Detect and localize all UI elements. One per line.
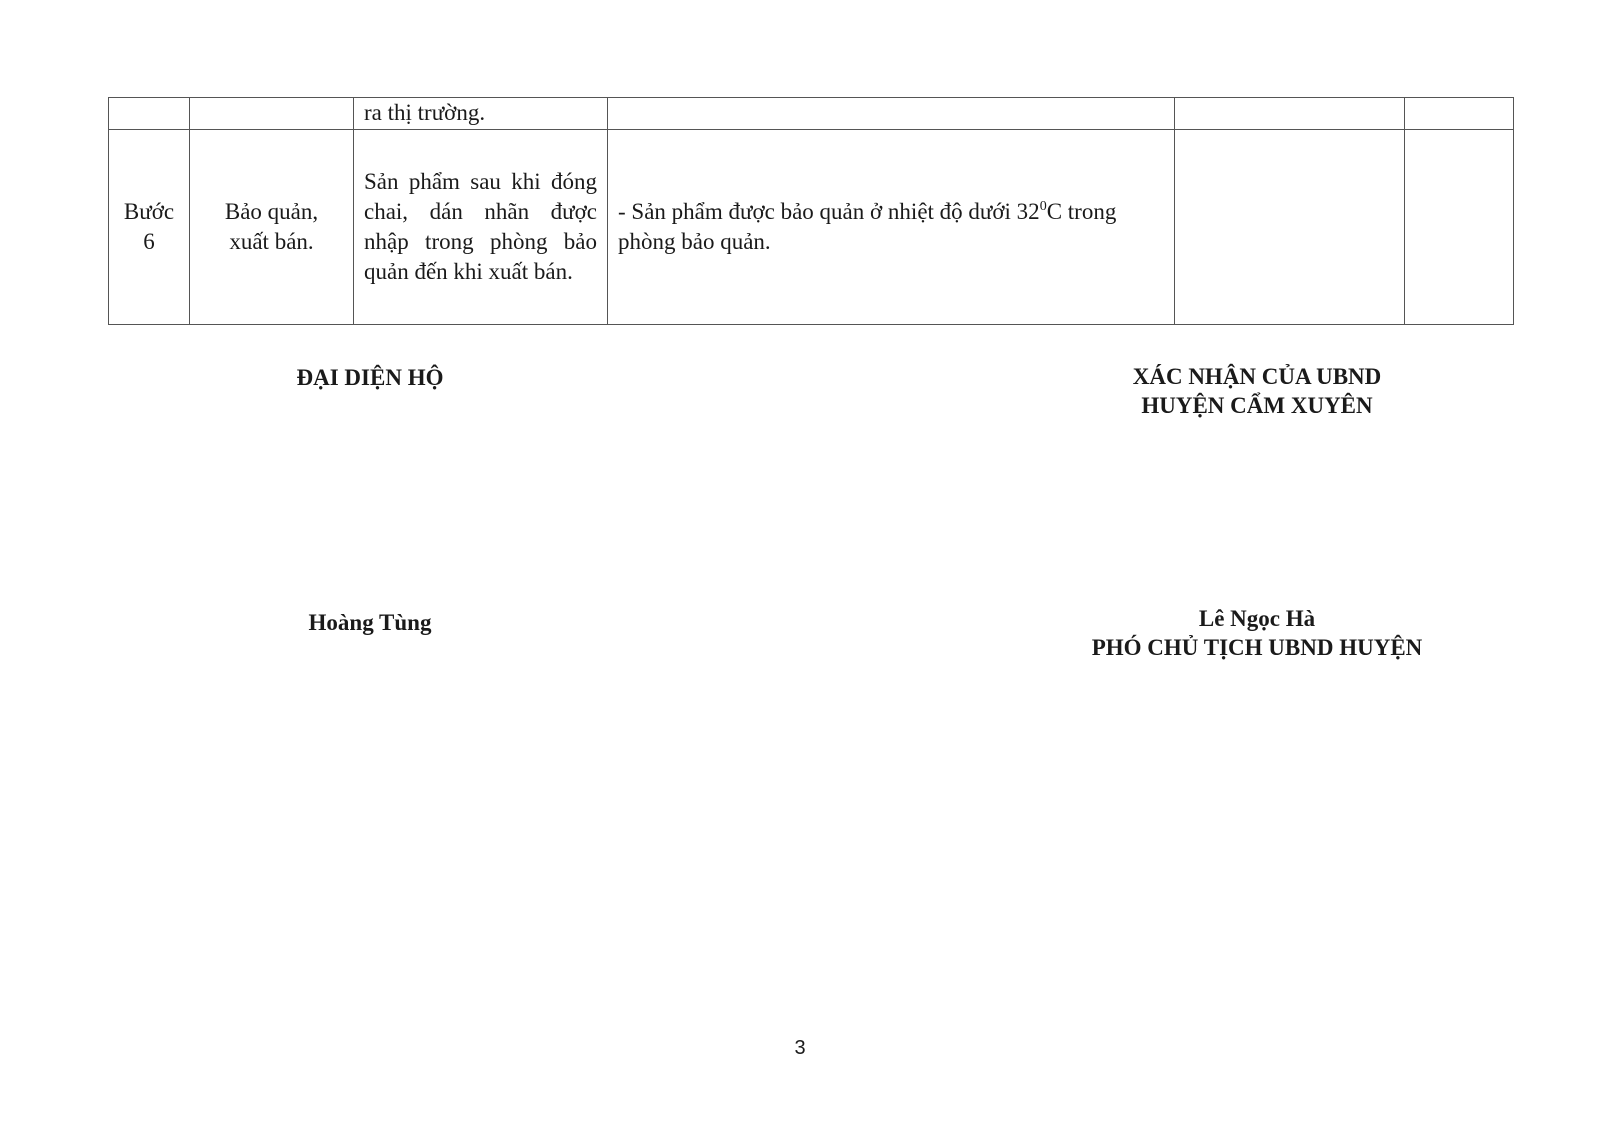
- requirement-cell: [608, 130, 1175, 325]
- page-number: 3: [794, 1037, 806, 1059]
- table-row-step-6: [109, 130, 1514, 325]
- household-representative-name: [270, 608, 470, 637]
- empty-cell: [1405, 130, 1514, 325]
- step-name-cell: [190, 130, 354, 325]
- ubnd-signer-block: [1057, 604, 1457, 662]
- description-cell: [354, 130, 608, 325]
- table-row-continuation: [109, 98, 1514, 130]
- step-cell: [109, 130, 190, 325]
- signer-position: PHÓ CHỦ TỊCH UBND HUYỆN: [1091, 635, 1423, 660]
- step-name-line: Bảo quản,: [224, 199, 319, 224]
- description-text: ra thị trường.: [364, 100, 486, 125]
- process-table: [108, 97, 1514, 325]
- step-number: 6: [143, 229, 155, 254]
- household-representative-title: [270, 363, 470, 392]
- empty-cell: [1405, 98, 1514, 130]
- signature-title: HUYỆN CẨM XUYÊN: [1141, 393, 1373, 418]
- signature-title: ĐẠI DIỆN HỘ: [296, 365, 444, 390]
- empty-cell: [1175, 130, 1405, 325]
- signature-name: Hoàng Tùng: [308, 610, 432, 635]
- step-cell: [109, 98, 190, 130]
- requirement-cell: [608, 98, 1175, 130]
- requirement-text: C trong phòng bảo quản.: [618, 199, 1117, 254]
- ubnd-confirmation-title: [1057, 362, 1457, 420]
- description-cell: [354, 98, 608, 130]
- step-label: Bước: [123, 199, 175, 224]
- superscript-degree: 0: [1039, 199, 1047, 214]
- step-name-cell: [190, 98, 354, 130]
- description-text: Sản phẩm sau khi đóng chai, dán nhãn được nhập trong phòng bảo quản đến khi xuất bán.: [364, 169, 597, 284]
- requirement-text: - Sản phẩm được bảo quản ở nhiệt độ dưới 32: [618, 199, 1040, 224]
- signature-name: Lê Ngọc Hà: [1198, 606, 1316, 631]
- signature-title: XÁC NHẬN CỦA UBND: [1132, 364, 1382, 389]
- empty-cell: [1175, 98, 1405, 130]
- step-name-line: xuất bán.: [229, 229, 314, 254]
